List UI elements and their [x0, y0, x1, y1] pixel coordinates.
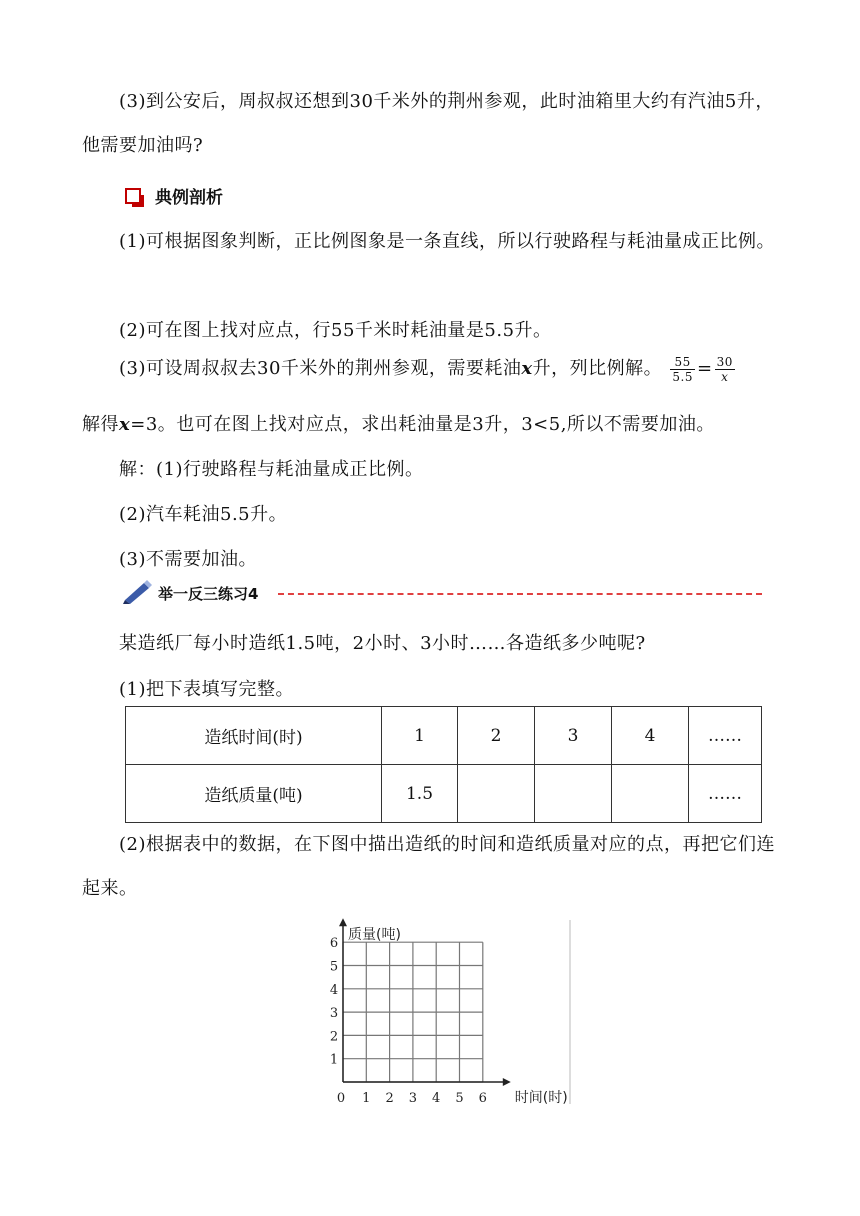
table-cell: 4: [612, 707, 689, 765]
origin-label: 0: [336, 1091, 346, 1106]
fraction-right-denominator: x: [721, 369, 729, 384]
table-row-label: 造纸质量(吨): [126, 765, 382, 823]
dashed-divider: [278, 593, 762, 595]
x-tick-label: 1: [362, 1091, 371, 1106]
table-cell: 1: [382, 707, 458, 765]
fraction-left: [670, 355, 695, 384]
equals-sign: =: [696, 358, 713, 379]
analysis-p3-line1: [119, 354, 737, 384]
y-tick-label: 1: [329, 1052, 339, 1068]
practice-title: 举一反三练习4: [158, 585, 259, 603]
table-cell: ……: [689, 765, 762, 823]
table-row: [126, 765, 762, 823]
fraction-left-denominator: 5.5: [672, 369, 693, 384]
pencil-icon: [122, 580, 152, 604]
table-cell: ……: [689, 707, 762, 765]
y-tick-label: 4: [329, 982, 339, 998]
analysis-p3-text-c: 解得: [82, 414, 119, 435]
solution-1: 解：(1)行驶路程与耗油量成正比例。: [119, 459, 424, 480]
x-axis-label: 时间(时): [514, 1090, 568, 1106]
y-axis-label: 质量(吨): [348, 927, 401, 943]
y-tick-label: 3: [329, 1006, 339, 1022]
table-cell-blank[interactable]: [612, 765, 689, 823]
table-row: [126, 707, 762, 765]
table-row-label: 造纸时间(时): [126, 707, 382, 765]
analysis-p3-line2: [82, 410, 715, 436]
solution-2: (2)汽车耗油5.5升。: [119, 504, 288, 525]
analysis-heading: [125, 183, 223, 208]
practice-q2: (2)根据表中的数据，在下图中描出造纸的时间和造纸质量对应的点，再把它们连起来。: [82, 834, 775, 899]
x-tick-label: 2: [385, 1091, 394, 1106]
y-axis-arrow-icon: [339, 918, 347, 926]
table-cell-blank[interactable]: [458, 765, 535, 823]
practice-q1: (1)把下表填写完整。: [119, 679, 294, 700]
y-tick-label: 2: [329, 1029, 339, 1045]
table-cell: 3: [535, 707, 612, 765]
fraction-right: [715, 355, 735, 384]
x-tick-label: 3: [408, 1091, 418, 1106]
y-tick-label: 5: [329, 959, 339, 975]
y-tick-label: 6: [329, 936, 339, 952]
practice-intro: 某造纸厂每小时造纸1.5吨，2小时、3小时……各造纸多少吨呢?: [119, 633, 646, 654]
variable-x: x: [521, 358, 533, 379]
solution-3: (3)不需要加油。: [119, 549, 257, 570]
grid-svg: [318, 918, 572, 1106]
table-cell: 2: [458, 707, 535, 765]
analysis-p3-text-a: (3)可设周叔叔去30千米外的荆州参观，需要耗油: [119, 358, 522, 379]
table-cell: 1.5: [382, 765, 458, 823]
x-axis-arrow-icon: [503, 1078, 511, 1086]
analysis-p1: (1)可根据图象判断，正比例图象是一条直线，所以行驶路程与耗油量成正比例。: [119, 231, 775, 252]
analysis-p3-text-d: =3。也可在图上找对应点，求出耗油量是3升，3<5,所以不需要加油。: [130, 414, 715, 435]
x-tick-label: 4: [432, 1091, 441, 1106]
analysis-p3-text-b: 升，列比例解。: [532, 358, 663, 379]
fraction-right-numerator: 30: [716, 354, 733, 369]
fill-in-table: [125, 706, 762, 823]
practice-header: [122, 580, 762, 604]
analysis-heading-text: 典例剖析: [155, 188, 223, 208]
problem-q3: (3)到公安后，周叔叔还想到30千米外的荆州参观，此时油箱里大约有汽油5升，他需要加油吗?: [82, 91, 774, 156]
fraction-left-numerator: 55: [670, 355, 695, 370]
red-square-bullet-icon: [125, 188, 141, 204]
table-cell-blank[interactable]: [535, 765, 612, 823]
coordinate-grid: [318, 918, 572, 1106]
x-tick-label: 5: [455, 1091, 464, 1106]
variable-x: x: [119, 414, 131, 435]
x-tick-label: 6: [478, 1091, 487, 1106]
analysis-p2: (2)可在图上找对应点，行55千米时耗油量是5.5升。: [119, 320, 552, 341]
